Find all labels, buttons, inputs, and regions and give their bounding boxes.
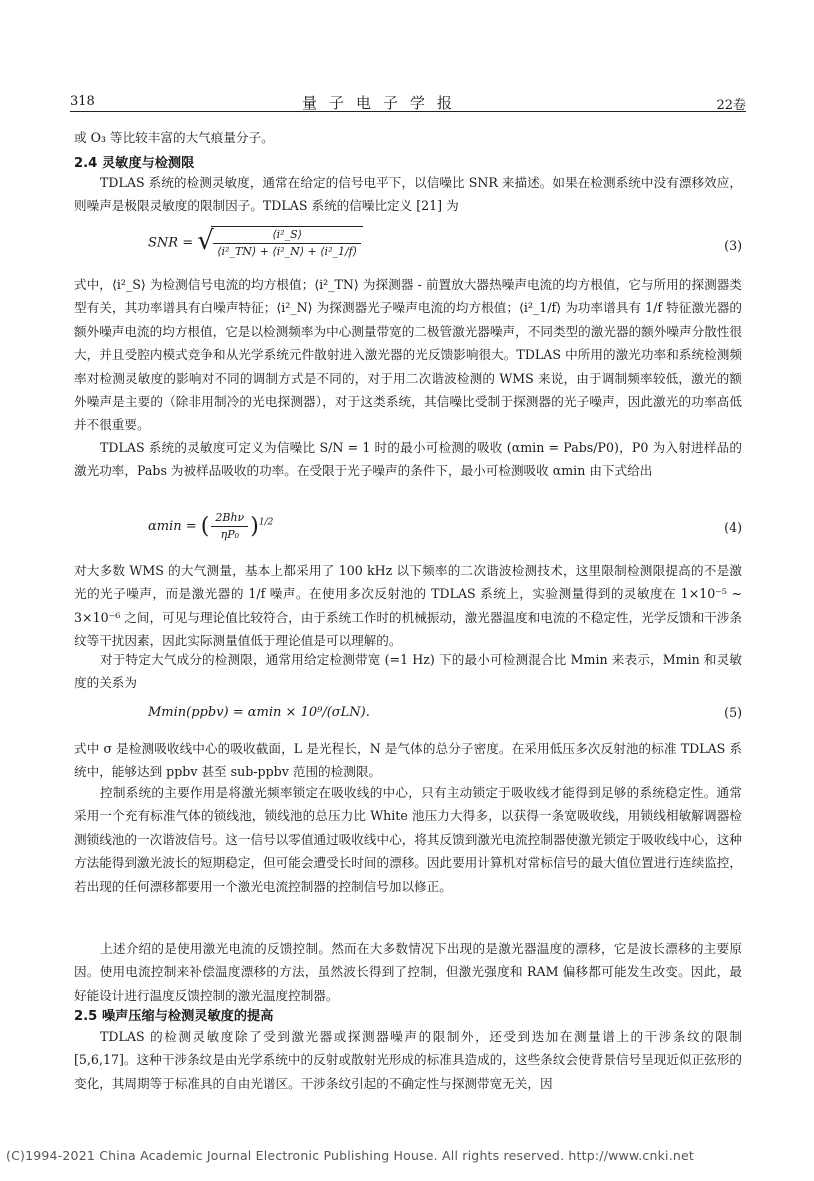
page-number: 318 xyxy=(70,94,95,109)
paragraph: 式中，⟨i²_S⟩ 为检测信号电流的均方根值；⟨i²_TN⟩ 为探测器 - 前置放大器热噪声电流的均方根值，它与所用的探测器类型有关，其功率谱具有白噪声特征；⟨i²_N⟩ 为探测器光子噪声电流的均方根值；⟨i²_1/f⟩ 为功率谱具有 1/f 特征激光器的额外噪声电流的均方根值，它是以检测频率为中心测量带宽的二极管激光器噪声，不同类型的激光器的额外噪声分散性很大，并且受腔内模式竞争和从光学系统元件散射进入激光器的光反馈影响很大。TDLAS 中所用的激光功率和系统检测频率对检测灵敏度的影响对不同的调制方式是不同的，对于用二次谐波检测的 WMS 来说，由于调制频率较低，激光的额外噪声是主要的（除非用制冷的光电探测器），对于这类系统，其信噪比受制于探测器的光子噪声，因此激光的功率高低并不很重要。 xyxy=(74,277,742,433)
copyright-footer: (C)1994-2021 China Academic Journal Electronic Publishing House. All rights reserved. http://www.cnki.net xyxy=(6,1148,694,1163)
exponent: 1/2 xyxy=(258,517,274,528)
paragraph: 对大多数 WMS 的大气测量，基本上都采用了 100 kHz 以下频率的二次谐波检测技术，这里限制检测限提高的不是激光的光子噪声，而是激光器的 1/f 噪声。在使用多次反射池的 TDLAS 系统上，实验测量得到的灵敏度在 1×10⁻⁵ ~ 3×10⁻⁶ 之间，可见与理论值比较符合，由于系统工作时的机械振动，激光器温度和电流的不稳定性，光学反馈和干涉条纹等干扰因素，因此实际测量值低于理论值是可以理解的。 xyxy=(74,563,742,649)
paragraph: 上述介绍的是使用激光电流的反馈控制。然而在大多数情况下出现的是激光器温度的漂移，它是波长漂移的主要原因。使用电流控制来补偿温度漂移的方法，虽然波长得到了控制，但激光强度和 RAM 偏移都可能发生改变。因此，最好能设计进行温度反馈控制的激光温度控制器。 xyxy=(74,941,742,1003)
equation-formula xyxy=(148,226,363,260)
equation-3 xyxy=(74,226,742,266)
volume-label: 22卷 xyxy=(716,98,746,113)
section-heading-2-5: 2.5 噪声压缩与检测灵敏度的提高 xyxy=(74,1009,274,1024)
fraction xyxy=(211,510,248,543)
header-rule xyxy=(70,111,746,112)
paragraph-continued: 或 O₃ 等比较丰富的大气痕量分子。 xyxy=(74,130,274,145)
paragraph: TDLAS 系统的检测灵敏度，通常在给定的信号电平下，以信噪比 SNR 来描述。如果在检测系统中没有漂移效应，则噪声是极限灵敏度的限制因子。TDLAS 系统的信噪比定义 [21] 为 xyxy=(74,175,742,214)
fraction-numerator: √ ⟨i²_S⟩ xyxy=(213,227,361,244)
paragraph: 控制系统的主要作用是将激光频率锁定在吸收线的中心，只有主动锁定于吸收线才能得到足够的系统稳定性。通常采用一个充有标准气体的锁线池，锁线池的总压力比 White 池压力大得多，以获得一条宽吸收线，用锁线相敏解调器检测锁线池的一次谐波信号。这一信号以零值通过吸收线中心，将其反馈到激光电流控制器使激光锁定于吸收线中心，这种方法能得到激光波长的短期稳定，但可能会遭受长时间的漂移。因此要用计算机对常标信号的最大值位置进行连续监控，若出现的任何漂移都要用一个激光电流控制器的控制信号加以修正。 xyxy=(74,785,742,894)
equation-formula: Mmin(ppbv) = αmin × 10⁹/(σLN). xyxy=(148,705,370,720)
section-heading-2-4: 2.4 灵敏度与检测限 xyxy=(74,156,195,171)
equation-lhs: αmin = xyxy=(148,519,201,534)
journal-name: 量子电子学报 xyxy=(302,94,465,112)
equation-5 xyxy=(74,705,742,729)
sqrt-symbol xyxy=(197,226,363,260)
paragraph: 对于特定大气成分的检测限，通常用给定检测带宽 (=1 Hz) 下的最小可检测混合比 Mmin 来表示，Mmin 和灵敏度的关系为 xyxy=(74,652,742,691)
fraction-numerator: 2Bhν xyxy=(211,510,248,527)
fraction-denominator: ⟨i²_TN⟩ + ⟨i²_N⟩ + ⟨i²_1/f⟩ xyxy=(217,245,358,258)
fraction-denominator: ηP₀ xyxy=(220,528,240,541)
equation-number: (5) xyxy=(724,705,742,720)
equation-lhs: SNR = xyxy=(148,235,198,251)
equation-4 xyxy=(74,510,742,550)
equation-formula: αmin = ( $\frac{\text{2Bhν}}{\text{ηP₀}}$ )$^{1/2}$ xyxy=(148,511,274,541)
equation-number: (3) xyxy=(724,238,742,253)
paragraph: TDLAS 的检测灵敏度除了受到激光器或探测器噪声的限制外，还受到迭加在测量谱上的干涉条纹的限制 [5,6,17]。这种干涉条纹是由光学系统中的反射或散射光形成的标准具造成的，这些条纹会使背景信号呈现近似正弦形的变化，其周期等于标准具的自由光谱区。干涉条纹引起的不确定性与探测带宽无关，因 xyxy=(74,1029,742,1091)
fraction xyxy=(213,227,361,260)
equation-number: (4) xyxy=(724,520,742,535)
paragraph: TDLAS 系统的灵敏度可定义为信噪比 S/N = 1 时的最小可检测的吸收 (αmin = Pabs/P0)，P0 为入射进样品的激光功率，Pabs 为被样品吸收的功率。在受限于光子噪声的条件下，最小可检测吸收 αmin 由下式给出 xyxy=(74,440,742,479)
paragraph: 式中 σ 是检测吸收线中心的吸收截面，L 是光程长，N 是气体的总分子密度。在采用低压多次反射池的标准 TDLAS 系统中，能够达到 ppbv 甚至 sub-ppbv 范围的检测限。 xyxy=(74,741,742,780)
running-header xyxy=(70,92,746,114)
